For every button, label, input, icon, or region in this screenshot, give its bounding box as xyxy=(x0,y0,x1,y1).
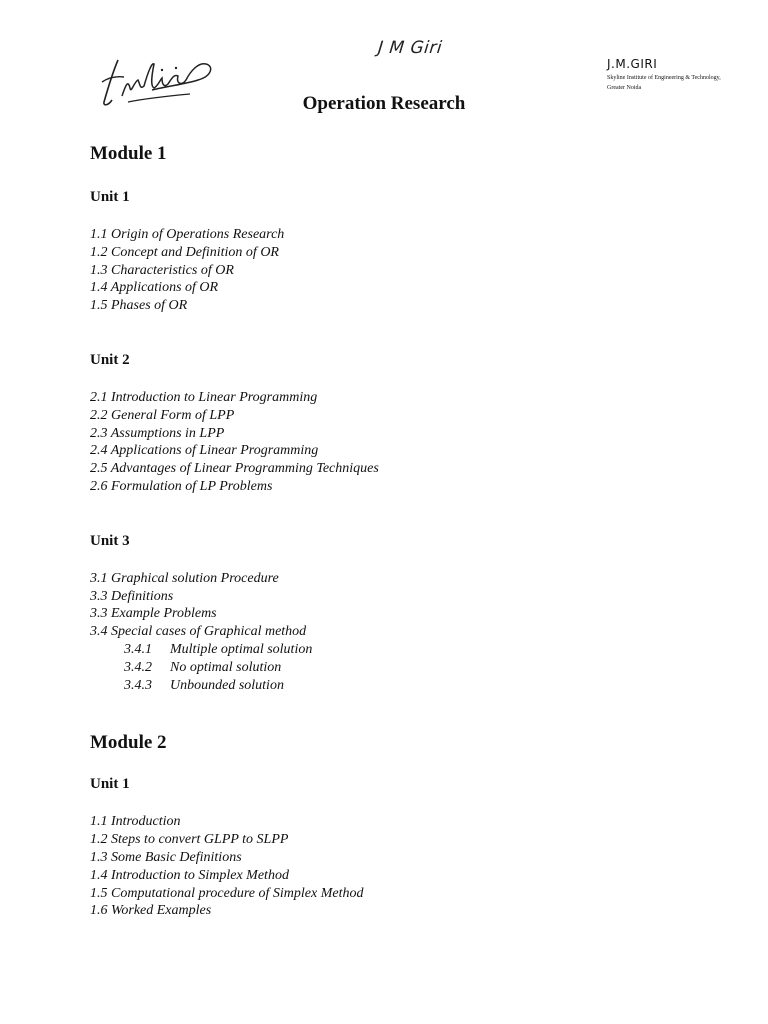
module-heading: Module 2 xyxy=(90,732,167,754)
topic-item: 1.3 Some Basic Definitions xyxy=(90,849,242,865)
subtopic-item xyxy=(90,641,710,659)
topic-item: 2.1 Introduction to Linear Programming xyxy=(90,389,318,405)
topic-item: 1.3 Characteristics of OR xyxy=(90,262,234,278)
topic-list xyxy=(90,570,710,695)
topic-item: 1.4 Applications of OR xyxy=(90,280,219,296)
subtopic-number: 3.4.3 xyxy=(124,677,152,693)
subtopic-item xyxy=(90,677,710,695)
subtopic-number: 3.4.1 xyxy=(124,641,152,657)
unit-heading: Unit 2 xyxy=(90,351,130,368)
document-title: Operation Research xyxy=(302,93,466,114)
topic-item: 1.5 Computational procedure of Simplex Method xyxy=(90,885,364,901)
topic-item: 3.3 Definitions xyxy=(90,588,174,604)
author-affiliation xyxy=(607,73,767,93)
topic-item: 2.6 Formulation of LP Problems xyxy=(90,478,273,494)
topic-item: 2.3 Assumptions in LPP xyxy=(90,425,225,441)
topic-item: 3.1 Graphical solution Procedure xyxy=(90,570,279,586)
unit-heading: Unit 3 xyxy=(90,532,130,549)
topic-item: 1.2 Concept and Definition of OR xyxy=(90,244,279,260)
topic-list xyxy=(90,389,710,496)
module-heading: Module 1 xyxy=(90,143,167,164)
topic-item: 1.1 Introduction xyxy=(90,814,181,830)
topic-item: 2.2 General Form of LPP xyxy=(90,407,235,423)
syllabus-content xyxy=(90,140,710,920)
unit-heading: Unit 1 xyxy=(90,776,130,793)
topic-item: 2.5 Advantages of Linear Programming Techniques xyxy=(90,461,379,477)
topic-item: 1.1 Origin of Operations Research xyxy=(90,227,285,242)
author-name: J.M.GIRI xyxy=(607,57,658,71)
topic-item: 1.5 Phases of OR xyxy=(90,298,188,314)
topic-item: 3.3 Example Problems xyxy=(90,606,217,622)
subtopic-text: Multiple optimal solution xyxy=(170,641,313,657)
topic-item: 1.4 Introduction to Simplex Method xyxy=(90,867,289,883)
topic-item: 1.6 Worked Examples xyxy=(90,903,212,919)
subtopic-text: Unbounded solution xyxy=(170,677,284,693)
topic-item: 3.4 Special cases of Graphical method xyxy=(90,624,307,640)
topic-list xyxy=(90,813,710,920)
topic-item: 2.4 Applications of Linear Programming xyxy=(90,443,319,459)
unit-heading: Unit 1 xyxy=(90,189,130,205)
subtopic-number: 3.4.2 xyxy=(124,659,152,675)
topic-list xyxy=(90,226,710,315)
topic-item: 1.2 Steps to convert GLPP to SLPP xyxy=(90,832,289,848)
subtopic-text: No optimal solution xyxy=(170,659,282,675)
author-affiliation-line: Skyline Institute of Engineering & Technology, xyxy=(607,75,721,81)
handwritten-name: J M Giri xyxy=(376,38,444,58)
author-affiliation-line: Greater Noida xyxy=(607,85,642,91)
subtopic-item xyxy=(90,659,710,677)
author-block xyxy=(607,57,767,93)
